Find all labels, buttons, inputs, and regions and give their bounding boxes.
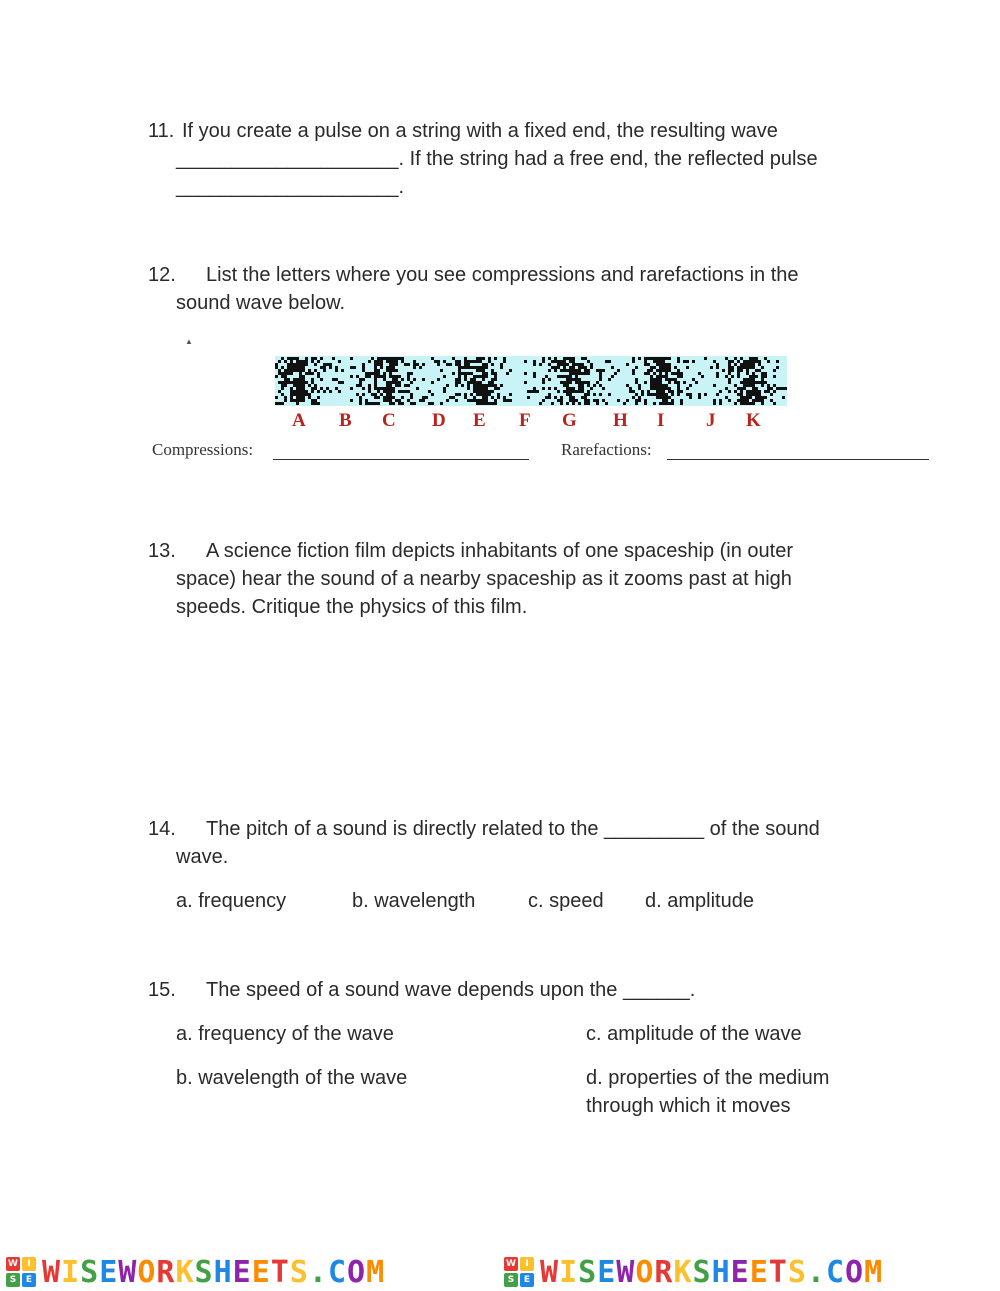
- question-text-line: List the letters where you see compressions and rarefactions in the: [206, 264, 799, 286]
- logo-letter: E: [22, 1273, 36, 1287]
- stray-mark: ▲: [185, 337, 193, 346]
- logo-letter: I: [22, 1257, 36, 1271]
- question-number: 13.: [148, 540, 176, 562]
- question-text-line: sound wave below.: [176, 292, 346, 314]
- wave-letter-k: K: [746, 410, 761, 431]
- option-c[interactable]: c. amplitude of the wave: [586, 1023, 802, 1045]
- wise-logo-icon: [6, 1257, 36, 1287]
- wave-letter-f: F: [519, 410, 531, 431]
- wave-letter-b: B: [339, 410, 352, 431]
- wave-letter-c: C: [382, 410, 396, 431]
- question-15: [148, 976, 868, 1006]
- rarefactions-label: Rarefactions:: [561, 440, 652, 459]
- sound-wave-figure: [275, 356, 787, 406]
- question-number: 11.: [148, 120, 175, 142]
- question-text-line: The pitch of a sound is directly related to the _________ of the sound: [206, 818, 820, 840]
- logo-letter: W: [6, 1257, 20, 1271]
- wave-letter-i: I: [657, 410, 665, 431]
- logo-letter: S: [504, 1273, 518, 1287]
- option-b[interactable]: b. wavelength: [352, 890, 476, 912]
- option-d-line: through which it moves: [586, 1095, 791, 1117]
- wave-letter-h: H: [613, 410, 628, 431]
- option-b[interactable]: b. wavelength of the wave: [176, 1067, 408, 1089]
- question-text-line: ____________________.: [176, 176, 405, 198]
- watermark: [6, 1254, 385, 1290]
- wave-letter-g: G: [562, 410, 577, 431]
- question-13: [148, 537, 868, 627]
- question-text-line: A science fiction film depicts inhabitants of one spaceship (in outer: [206, 540, 793, 562]
- question-12: [148, 261, 868, 321]
- question-text-line: wave.: [176, 846, 229, 868]
- question-text-line: space) hear the sound of a nearby spaceship as it zooms past at high: [176, 568, 792, 590]
- logo-letter: I: [520, 1257, 534, 1271]
- question-number: 12.: [148, 264, 176, 286]
- question-14: [148, 815, 868, 875]
- question-number: 14.: [148, 818, 176, 840]
- question-text-line: If you create a pulse on a string with a fixed end, the resulting wave: [182, 120, 778, 142]
- option-a[interactable]: a. frequency: [176, 890, 287, 912]
- question-11: [148, 117, 868, 207]
- wave-letter-j: J: [706, 410, 716, 431]
- option-d-line: d. properties of the medium: [586, 1067, 830, 1089]
- watermark: [504, 1254, 883, 1290]
- question-number: 15.: [148, 979, 176, 1001]
- question-text-line: ____________________. If the string had a free end, the reflected pulse: [176, 148, 818, 170]
- logo-letter: W: [504, 1257, 518, 1271]
- compressions-answer-line[interactable]: [273, 459, 529, 460]
- logo-letter: S: [6, 1273, 20, 1287]
- option-a[interactable]: a. frequency of the wave: [176, 1023, 394, 1045]
- rarefactions-answer-line[interactable]: [667, 459, 929, 460]
- wave-letter-d: D: [432, 410, 446, 431]
- option-d[interactable]: [586, 1064, 829, 1120]
- watermark-text: WISEWORKSHEETS.COM: [42, 1254, 386, 1290]
- wave-letter-e: E: [473, 410, 486, 431]
- option-d[interactable]: d. amplitude: [645, 890, 754, 912]
- logo-letter: E: [520, 1273, 534, 1287]
- question-text-line: The speed of a sound wave depends upon the ______.: [206, 979, 696, 1001]
- question-text-line: speeds. Critique the physics of this film.: [176, 596, 528, 618]
- option-c[interactable]: c. speed: [528, 890, 604, 912]
- wave-particles: [275, 356, 787, 406]
- wise-logo-icon: [504, 1257, 534, 1287]
- compressions-label: Compressions:: [152, 440, 254, 459]
- watermark-text: WISEWORKSHEETS.COM: [540, 1254, 884, 1290]
- wave-letter-a: A: [292, 410, 306, 431]
